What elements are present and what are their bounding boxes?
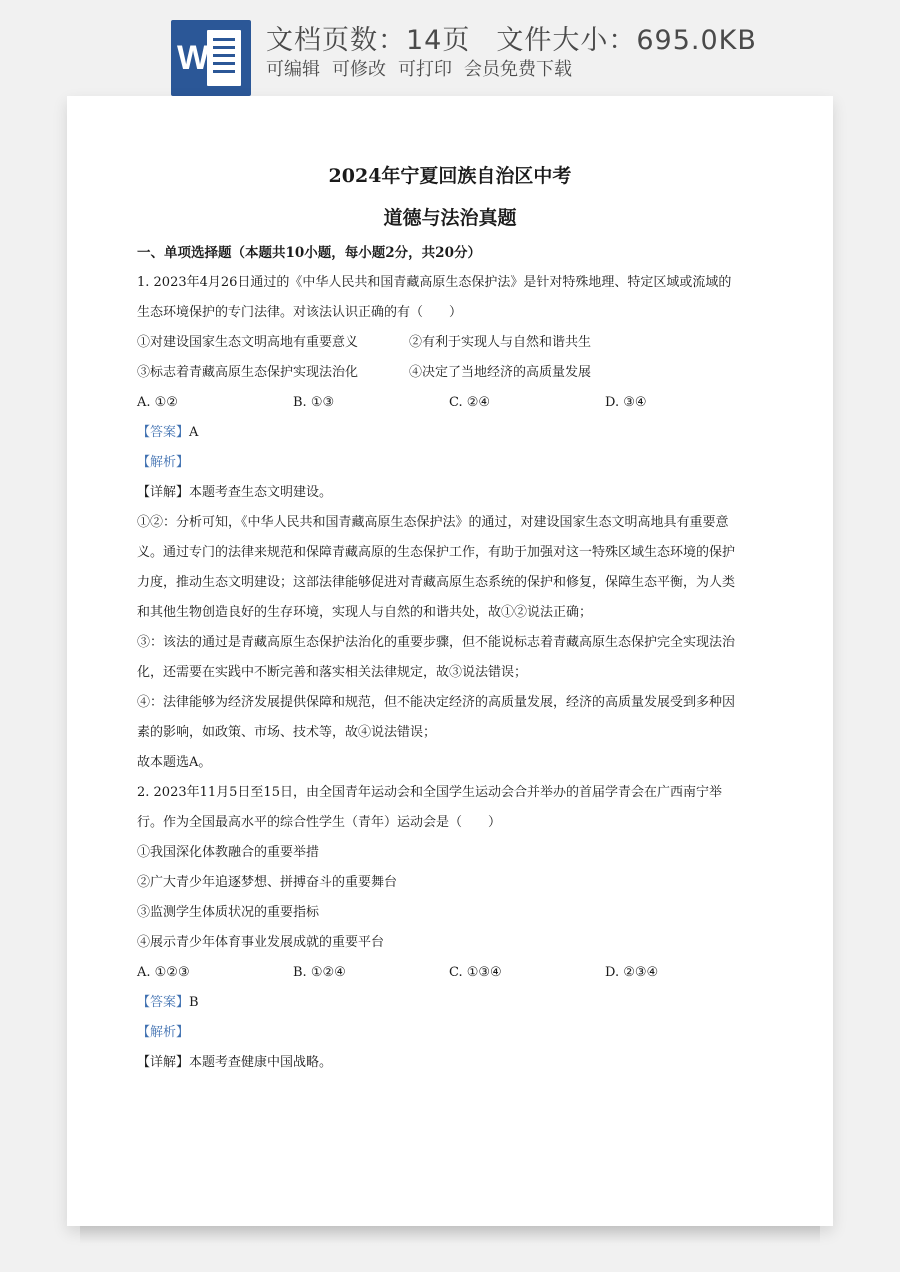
q1-explain-line: 故本题选A。 — [137, 755, 212, 770]
q2-item: ①我国深化体教融合的重要举措 — [137, 845, 320, 860]
q1-items-row — [137, 328, 763, 358]
q2-item: ③监测学生体质状况的重要指标 — [137, 905, 320, 920]
q2-item: ②广大青少年追逐梦想、拼搏奋斗的重要舞台 — [137, 875, 398, 890]
word-letter: W — [177, 39, 210, 77]
document-content — [137, 156, 763, 1078]
q1-analysis-tag: 【解析】 — [137, 455, 190, 470]
answer-value: B — [189, 995, 199, 1010]
q1-explain-line: 素的影响，如政策、市场、技术等，故④说法错误； — [137, 725, 437, 740]
download-banner — [0, 0, 900, 96]
q2-analysis-tag: 【解析】 — [137, 1025, 190, 1040]
q2-option-a: A. ①②③ — [137, 965, 190, 980]
q1-explain-line: 和其他生物创造良好的生存环境，实现人与自然的和谐共处，故①②说法正确； — [137, 605, 593, 620]
q1-explain-line: 化，还需要在实践中不断完善和落实相关法律规定，故③说法错误； — [137, 665, 528, 680]
q1-stem-line: 生态环境保护的专门法律。对该法认识正确的有（ ） — [137, 305, 463, 320]
answer-value: A — [189, 425, 199, 440]
feature-modifiable: 可修改 — [332, 59, 386, 80]
document-page — [67, 96, 833, 1226]
q1-option-b: B. ①③ — [293, 395, 335, 410]
q1-items-row — [137, 358, 763, 388]
feature-member-download: 会员免费下载 — [464, 59, 572, 80]
q2-option-b: B. ①②④ — [293, 965, 346, 980]
q1-explain-line: ①②：分析可知，《中华人民共和国青藏高原生态保护法》的通过，对建设国家生态文明高地具有重要意 — [137, 515, 729, 530]
q1-explain-line: ③：该法的通过是青藏高原生态保护法治化的重要步骤，但不能说标志着青藏高原生态保护完全实现法治 — [137, 635, 736, 650]
feature-editable: 可编辑 — [266, 59, 320, 80]
feature-printable: 可打印 — [398, 59, 452, 80]
q2-item: ④展示青少年体育事业发展成就的重要平台 — [137, 935, 385, 950]
file-size: 文件大小：695.0KB — [496, 25, 757, 56]
file-pages: 文档页数：14页 — [266, 25, 471, 56]
q1-item: ②有利于实现人与自然和谐共生 — [409, 335, 592, 350]
q2-stem-line: 2. 2023年11月5日至15日，由全国青年运动会和全国学生运动会合并举办的首届学青会在广西南宁举 — [137, 785, 722, 800]
q1-options — [137, 388, 763, 418]
q1-item: ④决定了当地经济的高质量发展 — [409, 365, 592, 380]
answer-tag: 【答案】 — [137, 995, 190, 1010]
word-document-icon — [171, 20, 251, 96]
section-heading: 一、单项选择题（本题共10小题，每小题2分，共20分） — [137, 245, 481, 261]
q2-options — [137, 958, 763, 988]
file-info — [266, 18, 783, 57]
q2-detail: 【详解】本题考查健康中国战略。 — [137, 1055, 333, 1070]
q1-item: ①对建设国家生态文明高地有重要意义 — [137, 335, 359, 350]
q2-answer — [137, 988, 763, 1018]
q1-option-a: A. ①② — [137, 395, 178, 410]
feature-list — [266, 55, 584, 81]
q1-item: ③标志着青藏高原生态保护实现法治化 — [137, 365, 359, 380]
q2-option-d: D. ②③④ — [605, 965, 659, 980]
q1-option-c: C. ②④ — [449, 395, 491, 410]
q2-stem-line: 行。作为全国最高水平的综合性学生（青年）运动会是（ ） — [137, 815, 502, 830]
doc-subtitle: 道德与法治真题 — [383, 207, 517, 229]
q2-option-c: C. ①③④ — [449, 965, 502, 980]
q1-detail: 【详解】本题考查生态文明建设。 — [137, 485, 333, 500]
q1-explain-line: 力度，推动生态文明建设；这部法律能够促进对青藏高原生态系统的保护和修复，保障生态平衡，为人类 — [137, 575, 736, 590]
q1-option-d: D. ③④ — [605, 395, 647, 410]
answer-tag: 【答案】 — [137, 425, 190, 440]
page-shadow — [80, 1226, 820, 1244]
q1-explain-line: ④：法律能够为经济发展提供保障和规范，但不能决定经济的高质量发展，经济的高质量发展受到多种因 — [137, 695, 736, 710]
q1-explain-line: 义。通过专门的法律来规范和保障青藏高原的生态保护工作，有助于加强对这一特殊区域生态环境的保护 — [137, 545, 736, 560]
doc-title: 2024年宁夏回族自治区中考 — [328, 165, 572, 187]
q1-answer — [137, 418, 763, 448]
q1-stem-line: 1. 2023年4月26日通过的《中华人民共和国青藏高原生态保护法》是针对特殊地理、特定区域或流域的 — [137, 275, 732, 290]
